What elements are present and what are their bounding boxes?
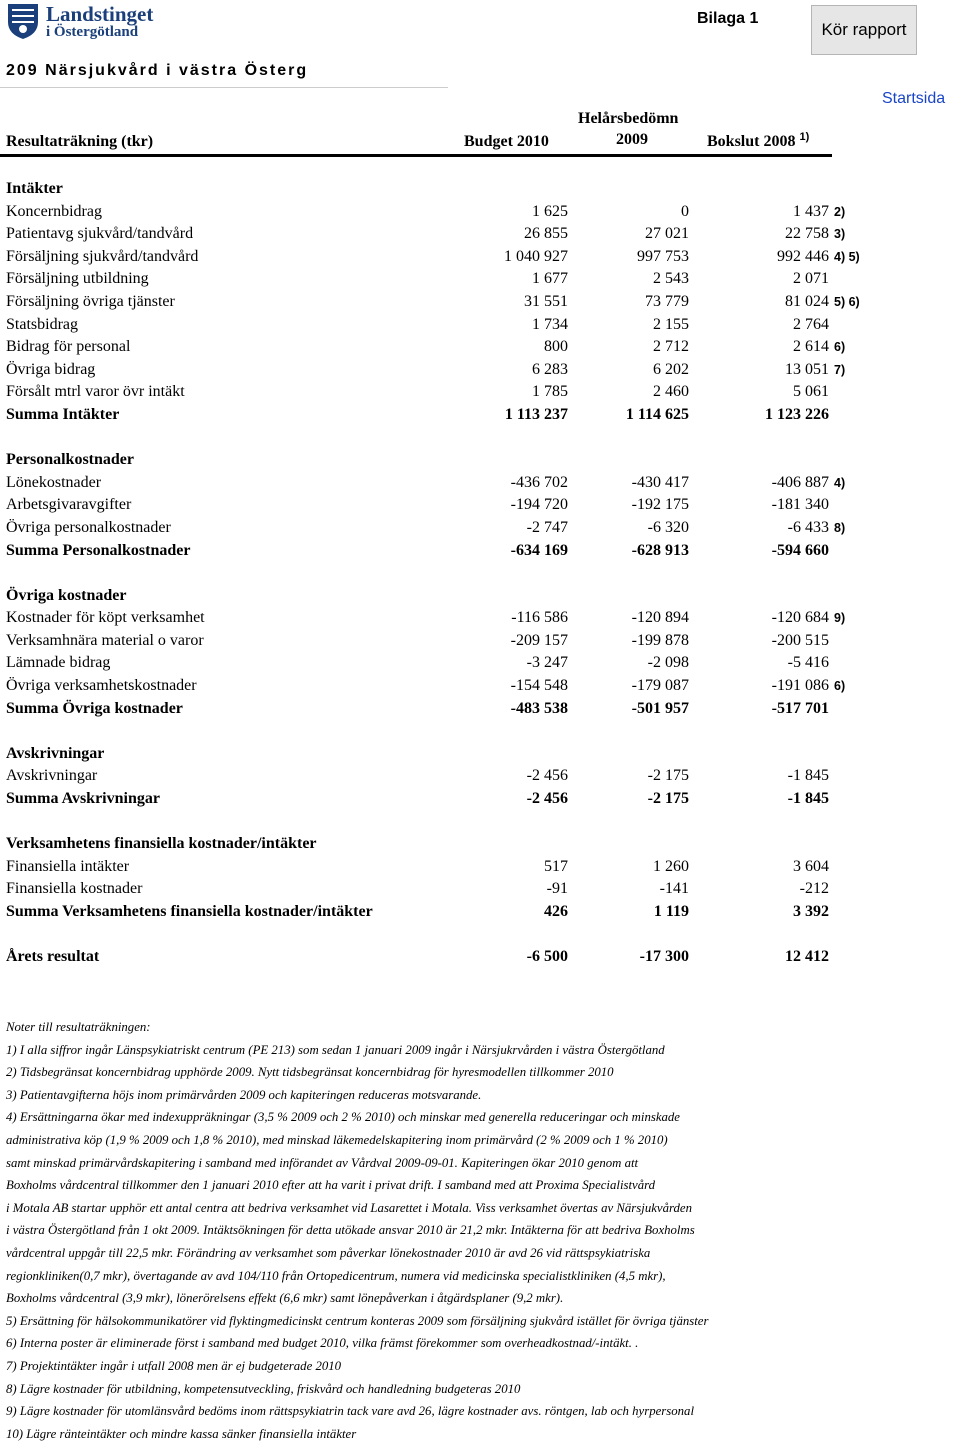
row-label: Lönekostnader [6, 473, 102, 491]
table-row [0, 878, 960, 901]
row-label: Bidrag för personal [6, 338, 131, 356]
note-line: 1) I alla siffror ingår Länspsykiatriskt centrum (PE 213) som sedan 1 januari 2009 ingår i Närsjukrvården i västra Östergötland [6, 1042, 665, 1057]
budget-2010-value: -2 456 [526, 767, 568, 785]
budget-2010-value: 426 [544, 903, 568, 920]
home-link[interactable]: Startsida [882, 90, 946, 107]
outcome-2008-value: -6 433 [787, 518, 829, 536]
forecast-2009-value: -192 175 [631, 496, 689, 514]
outcome-2008-value: -406 887 [771, 473, 829, 491]
budget-2010-value: 1 625 [532, 202, 568, 220]
note-line: 7) Projektintäkter ingår i utfall 2008 men är ej budgeterade 2010 [6, 1358, 342, 1373]
budget-2010-value: -3 247 [526, 654, 568, 672]
coat-of-arms-icon [6, 2, 40, 40]
outcome-2008-value: -200 515 [771, 631, 829, 649]
note-line: administrativa köp (1,9 % 2009 och 1,8 % 2010), med minskad läkemedelskapitering inom primärvård (2 % 2009 och 1 % 2010) [6, 1132, 668, 1147]
forecast-2009-value: -141 [659, 880, 689, 898]
table-row [0, 765, 960, 788]
row-note-ref: 3) [834, 227, 846, 242]
row-note-ref: 6) [834, 340, 846, 355]
forecast-2009-value: -2 175 [647, 767, 689, 785]
outcome-2008-value: 1 123 226 [765, 405, 829, 423]
outcome-2008-value: -191 086 [771, 677, 829, 695]
budget-2010-value: -6 500 [526, 948, 568, 966]
page-title: 209 Närsjukvård i västra Österg [6, 62, 309, 79]
outcome-2008-value: 992 446 [777, 247, 829, 265]
budget-2010-value: 1 040 927 [504, 247, 568, 265]
row-label: Intäkter [6, 180, 63, 197]
notes-section [6, 1016, 956, 1445]
table-row [0, 562, 960, 585]
table-row [0, 607, 960, 630]
note-line: Boxholms vårdcentral (3,9 mkr), lönerörelsens effekt (6,6 mkr) samt lönepåverkan i åtgärdsplaner (9,2 mkr). [6, 1291, 564, 1306]
table-row [0, 946, 960, 969]
forecast-2009-value: -628 913 [631, 541, 689, 559]
row-label: Summa Verksamhetens finansiella kostnader/intäkter [6, 903, 373, 920]
outcome-2008-value: -594 660 [771, 541, 829, 559]
table-row [0, 246, 960, 269]
budget-2010-value: -209 157 [510, 631, 568, 649]
table-row [0, 472, 960, 495]
table-row [0, 743, 960, 766]
row-note-ref: 5) 6) [834, 294, 860, 309]
budget-2010-value: -91 [546, 880, 568, 898]
table-row [0, 427, 960, 450]
forecast-2009-value: -430 417 [631, 473, 689, 491]
row-note-ref: 4) [834, 475, 846, 490]
row-label: Avskrivningar [6, 767, 98, 785]
outcome-2008-value: 13 051 [785, 360, 829, 378]
table-row [0, 268, 960, 291]
table-row [0, 223, 960, 246]
outcome-2008-value: 2 071 [793, 270, 829, 288]
outcome-2008-value: 81 024 [785, 292, 829, 310]
row-label: Kostnader för köpt verksamhet [6, 609, 205, 627]
row-label: Koncernbidrag [6, 202, 102, 220]
forecast-2009-value: -2 098 [647, 654, 689, 672]
table-row [0, 494, 960, 517]
budget-2010-value: -436 702 [510, 473, 568, 491]
table-row [0, 652, 960, 675]
row-note-ref: 6) [834, 679, 846, 694]
forecast-2009-value: 27 021 [645, 225, 689, 243]
note-line: 5) Ersättning för hälsokommunikatörer vid flyktingmedicinskt centrum konteras 2009 som försäljning sjukvård istället för övriga tjänster [6, 1313, 709, 1328]
note-line: 8) Lägre kostnader för utbildning, kompetensutveckling, friskvård och handledning budgeteras 2010 [6, 1381, 521, 1396]
table-row [0, 698, 960, 721]
outcome-2008-value: -120 684 [771, 609, 829, 627]
col-header-outcome-note: 1) [799, 131, 810, 143]
row-label: Övriga personalkostnader [6, 518, 171, 536]
table-row [0, 336, 960, 359]
col-header-forecast-line2: 2009 [616, 131, 648, 148]
row-label: Lämnade bidrag [6, 654, 111, 672]
outcome-2008-value: 3 392 [793, 903, 829, 920]
row-label: Övriga verksamhetskostnader [6, 677, 197, 695]
forecast-2009-value: 1 119 [653, 903, 689, 920]
forecast-2009-value: -2 175 [647, 790, 689, 808]
row-label: Försäljning sjukvård/tandvård [6, 247, 199, 265]
table-row [0, 585, 960, 608]
table-row [0, 449, 960, 472]
header-divider [0, 154, 832, 157]
note-line: Boxholms vårdcentral tillkommer den 1 januari 2010 efter att ha varit i privat drift. I samband med att Proxima Specialistvård [6, 1178, 656, 1193]
table-row [0, 856, 960, 879]
table-row [0, 901, 960, 924]
note-line: 9) Lägre kostnader för utomlänsvård bedöms inom rättspsykiatrin tack vare avd 26, lägre kostnader avs. röntgen, lab och hyrpersonal [6, 1404, 694, 1419]
note-line: 4) Ersättningarna ökar med indexuppräkningar (3,5 % 2009 och 2 % 2010) och minskar med generella reduceringar och minskade [6, 1110, 680, 1125]
outcome-2008-value: 5 061 [793, 383, 829, 401]
note-line: i Motala AB startar upphör ett antal centra att bedriva verksamhet vid Lasarettet i Motala. Viss verksamhet övertas av Närsjukvården [6, 1200, 692, 1215]
row-label: Försäljning övriga tjänster [6, 292, 175, 310]
table-row [0, 540, 960, 563]
row-label: Övriga bidrag [6, 360, 96, 378]
row-label: Summa Intäkter [6, 405, 120, 423]
logo-line2: i Östergötland [46, 24, 139, 40]
row-note-ref: 9) [834, 611, 846, 626]
row-label: Personalkostnader [6, 451, 134, 469]
landstinget-logo [6, 2, 166, 42]
row-label: Verksamhnära material o varor [6, 631, 204, 649]
forecast-2009-value: 1 114 625 [625, 405, 689, 423]
outcome-2008-value: 1 437 [793, 202, 829, 220]
budget-2010-value: -2 456 [526, 790, 568, 808]
budget-2010-value: -154 548 [510, 677, 568, 695]
table-row [0, 675, 960, 698]
table-row [0, 178, 960, 201]
row-note-ref: 8) [834, 520, 846, 535]
budget-2010-value: -483 538 [510, 699, 568, 717]
row-label: Finansiella intäkter [6, 857, 130, 875]
run-report-button[interactable]: Kör rapport [811, 5, 917, 55]
note-line: 2) Tidsbegränsat koncernbidrag upphörde 2009. Nytt tidsbegränsat koncernbidrag för hyresmodellen tillkommer 2010 [6, 1065, 614, 1080]
forecast-2009-value: -120 894 [631, 609, 689, 627]
table-row [0, 359, 960, 382]
forecast-2009-value: 2 712 [653, 338, 689, 356]
table-row [0, 720, 960, 743]
forecast-2009-value: 2 460 [653, 383, 689, 401]
forecast-2009-value: 6 202 [653, 360, 689, 378]
forecast-2009-value: 2 543 [653, 270, 689, 288]
outcome-2008-value: 22 758 [785, 225, 829, 243]
table-row [0, 291, 960, 314]
note-line: 6) Interna poster är eliminerade först i samband med budget 2010, vilka främst förekommer som overheadkostnad/-intäkt. . [6, 1336, 639, 1351]
budget-2010-value: 31 551 [524, 292, 568, 310]
outcome-2008-value: -1 845 [787, 790, 829, 808]
notes-heading: Noter till resultaträkningen: [6, 1020, 151, 1034]
col-header-label: Resultaträkning (tkr) [6, 133, 154, 150]
budget-2010-value: -116 586 [511, 609, 568, 627]
budget-2010-value: 1 677 [532, 270, 568, 288]
forecast-2009-value: 2 155 [653, 315, 689, 333]
row-label: Summa Övriga kostnader [6, 699, 183, 717]
outcome-2008-value: -517 701 [771, 699, 829, 717]
note-line: vårdcentral uppgår till 22,5 mkr. Förändring av verksamhet som påverkar lönekostnader 2010 är avd 26 vid rättspsykiatriska [6, 1245, 651, 1260]
outcome-2008-value: 3 604 [793, 857, 829, 875]
table-row [0, 404, 960, 427]
title-divider [0, 87, 448, 88]
logo-line1: Landstinget [46, 2, 154, 26]
row-note-ref: 7) [834, 362, 846, 377]
col-header-forecast-line1: Helårsbedömn [578, 110, 679, 127]
budget-2010-value: 1 734 [532, 315, 568, 333]
forecast-2009-value: 0 [681, 202, 689, 220]
outcome-2008-value: 12 412 [785, 948, 829, 966]
row-label: Finansiella kostnader [6, 880, 143, 898]
row-label: Summa Personalkostnader [6, 541, 191, 559]
note-line: 3) Patientavgifterna höjs inom primärvården 2009 och kapiteringen reduceras motsvarande. [6, 1087, 482, 1102]
forecast-2009-value: 73 779 [645, 292, 689, 310]
outcome-2008-value: 2 764 [793, 315, 829, 333]
table-row [0, 314, 960, 337]
budget-2010-value: 517 [544, 857, 568, 875]
note-line: i västra Östergötland från 1 okt 2009. Intäktsökningen för detta utökade ansvar 2010 är 21,2 mkr. Intäkterna för att bedriva Boxholms [6, 1223, 695, 1238]
outcome-2008-value: 2 614 [793, 338, 829, 356]
note-line: samt minskad primärvårdskapitering i samband med införandet av Vårdval 2009-09-01. Kapiteringen ökar 2010 genom att [6, 1155, 639, 1170]
row-label: Årets resultat [6, 948, 100, 966]
row-label: Verksamhetens finansiella kostnader/intäkter [6, 835, 317, 853]
budget-2010-value: 6 283 [532, 360, 568, 378]
table-row [0, 630, 960, 653]
income-statement-table [0, 178, 960, 969]
budget-2010-value: 1 113 237 [504, 405, 568, 423]
forecast-2009-value: -17 300 [639, 948, 689, 966]
table-row [0, 788, 960, 811]
row-label: Övriga kostnader [6, 586, 127, 604]
note-line: 10) Lägre ränteintäkter och mindre kassa sänker finansiella intäkter [6, 1426, 357, 1441]
row-note-ref: 4) 5) [834, 249, 860, 264]
forecast-2009-value: 1 260 [653, 857, 689, 875]
table-row [0, 833, 960, 856]
forecast-2009-value: -501 957 [631, 699, 689, 717]
col-header-budget: Budget 2010 [464, 133, 549, 150]
budget-2010-value: 800 [544, 338, 568, 356]
table-row [0, 201, 960, 224]
forecast-2009-value: -179 087 [631, 677, 689, 695]
outcome-2008-value: -181 340 [771, 496, 829, 514]
forecast-2009-value: -199 878 [631, 631, 689, 649]
row-label: Summa Avskrivningar [6, 790, 160, 808]
budget-2010-value: -634 169 [510, 541, 568, 559]
budget-2010-value: 26 855 [524, 225, 568, 243]
table-row [0, 811, 960, 834]
appendix-label: Bilaga 1 [697, 10, 759, 27]
forecast-2009-value: 997 753 [637, 247, 689, 265]
row-label: Patientavg sjukvård/tandvård [6, 225, 194, 243]
budget-2010-value: -194 720 [510, 496, 568, 514]
outcome-2008-value: -5 416 [787, 654, 829, 672]
table-row [0, 517, 960, 540]
table-row [0, 924, 960, 947]
row-label: Avskrivningar [6, 744, 105, 762]
budget-2010-value: -2 747 [526, 518, 568, 536]
outcome-2008-value: -212 [799, 880, 829, 898]
col-header-outcome: Bokslut 2008 $^{1)}$ [707, 131, 810, 150]
row-note-ref: 2) [834, 204, 846, 219]
note-line: regionkliniken(0,7 mkr), övertagande av avd 104/110 från Ortopedicentrum, numera vid medicinska specialistkliniken (4,5 mkr), [6, 1268, 666, 1283]
row-label: Försäljning utbildning [6, 270, 149, 288]
budget-2010-value: 1 785 [532, 383, 568, 401]
row-label: Arbetsgivaravgifter [6, 496, 132, 514]
row-label: Försålt mtrl varor övr intäkt [6, 383, 185, 401]
row-label: Statsbidrag [6, 315, 78, 333]
outcome-2008-value: -1 845 [787, 767, 829, 785]
table-row [0, 381, 960, 404]
forecast-2009-value: -6 320 [647, 518, 689, 536]
